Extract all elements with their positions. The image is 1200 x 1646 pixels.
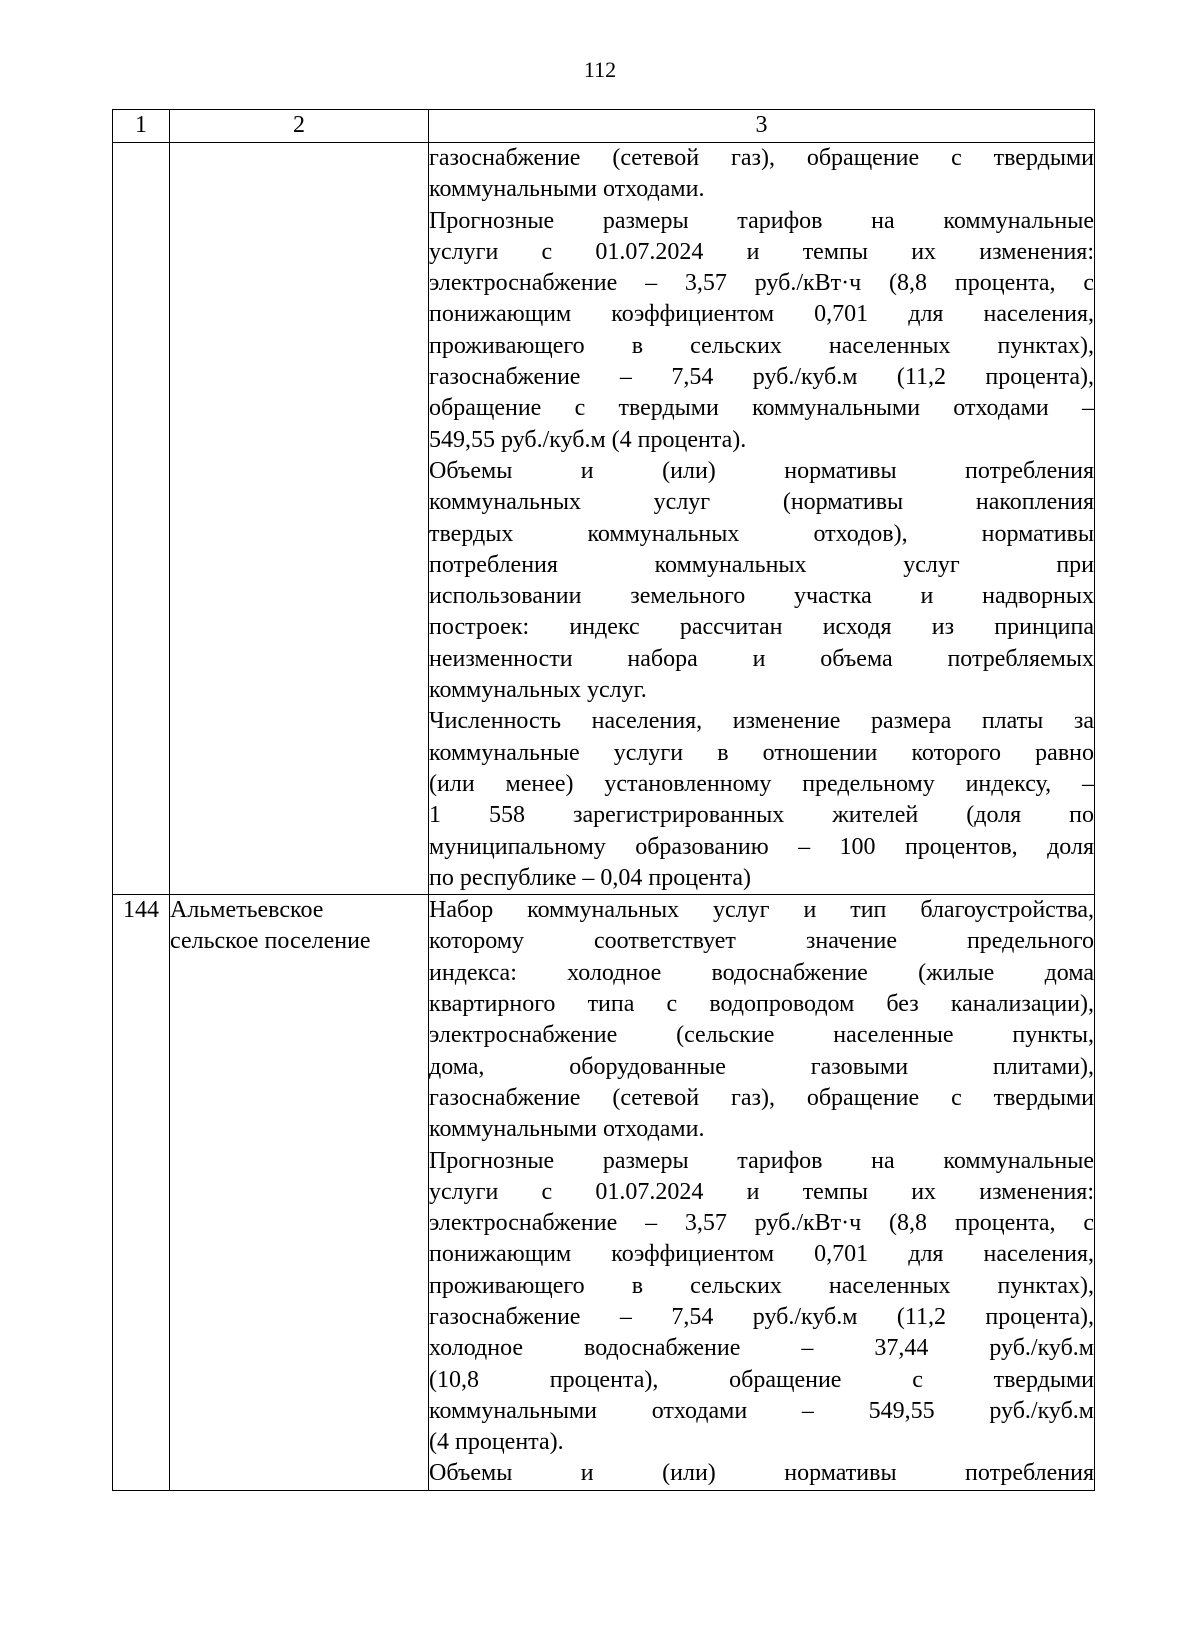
text-line: (10,8 процента), обращение с твердыми	[429, 1366, 1094, 1393]
text-line: электроснабжение – 3,57 руб./кВт·ч (8,8 процента, с	[429, 270, 1094, 297]
text-line: коммунальные услуги в отношении которого равно	[429, 739, 1094, 766]
municipality-name-line: Альметьевское	[170, 897, 324, 924]
text-line: проживающего в сельских населенных пунктах),	[429, 332, 1094, 359]
text-line: которому соответствует значение предельного	[429, 928, 1094, 955]
text-line: электроснабжение (сельские населенные пункты,	[429, 1022, 1094, 1049]
text-line: использовании земельного участка и надворных	[429, 583, 1094, 610]
text-line: Прогнозные размеры тарифов на коммунальные	[429, 1147, 1094, 1174]
text-line: коммунальных услуг (нормативы накопления	[429, 489, 1094, 516]
text-line: по республике – 0,04 процента)	[429, 864, 752, 891]
text-line: Численность населения, изменение размера платы за	[429, 708, 1094, 735]
text-line: услуги с 01.07.2024 и темпы их изменения:	[429, 1178, 1094, 1205]
text-line: неизменности набора и объема потребляемых	[429, 645, 1094, 672]
text-line: Объемы и (или) нормативы потребления	[429, 1460, 1094, 1487]
row-number	[113, 143, 170, 895]
municipality-name	[170, 895, 429, 1491]
text-line: (4 процента).	[429, 1429, 564, 1456]
text-line: газоснабжение – 7,54 руб./куб.м (11,2 процента),	[429, 364, 1094, 391]
text-line: коммунальными отходами.	[429, 176, 705, 203]
text-line: (или менее) установленному предельному индексу, –	[429, 770, 1094, 797]
row-description	[429, 895, 1095, 1491]
text-line: потребления коммунальных услуг при	[429, 551, 1094, 578]
page-number: 112	[583, 57, 617, 82]
text-line: электроснабжение – 3,57 руб./кВт·ч (8,8 процента, с	[429, 1210, 1094, 1237]
row-description	[429, 143, 1095, 895]
text-line: построек: индекс рассчитан исходя из принципа	[429, 614, 1094, 641]
text-line: коммунальных услуг.	[429, 677, 647, 704]
text-line: индекса: холодное водоснабжение (жилые дома	[429, 959, 1094, 986]
text-line: проживающего в сельских населенных пунктах),	[429, 1272, 1094, 1299]
tariff-table	[112, 109, 1095, 1491]
column-header-1: 1	[113, 110, 170, 143]
column-header-3: 3	[429, 110, 1095, 143]
text-line: понижающим коэффициентом 0,701 для населения,	[429, 301, 1094, 328]
municipality-name-line: сельское поселение	[170, 928, 371, 955]
text-line: квартирного типа с водопроводом без канализации),	[429, 991, 1094, 1018]
text-line: муниципальному образованию – 100 процентов, доля	[429, 833, 1094, 860]
text-line: коммунальными отходами – 549,55 руб./куб.м	[429, 1397, 1094, 1424]
text-line: Прогнозные размеры тарифов на коммунальные	[429, 207, 1094, 234]
text-line: Объемы и (или) нормативы потребления	[429, 457, 1094, 484]
text-line: холодное водоснабжение – 37,44 руб./куб.м	[429, 1335, 1094, 1362]
text-line: газоснабжение – 7,54 руб./куб.м (11,2 процента),	[429, 1303, 1094, 1330]
text-line: дома, оборудованные газовыми плитами),	[429, 1053, 1094, 1080]
table-row	[113, 895, 1095, 1491]
text-line: газоснабжение (сетевой газ), обращение с твердыми	[429, 145, 1094, 171]
text-line: твердых коммунальных отходов), нормативы	[429, 520, 1094, 547]
text-line: услуги с 01.07.2024 и темпы их изменения:	[429, 238, 1094, 265]
row-number: 144	[113, 895, 170, 1491]
text-line: Набор коммунальных услуг и тип благоустройства,	[429, 897, 1094, 924]
text-line: обращение с твердыми коммунальными отходами –	[429, 395, 1094, 422]
text-line: 1 558 зарегистрированных жителей (доля по	[429, 802, 1094, 829]
municipality-name	[170, 143, 429, 895]
text-line: коммунальными отходами.	[429, 1116, 705, 1143]
text-line: 549,55 руб./куб.м (4 процента).	[429, 426, 747, 453]
text-line: понижающим коэффициентом 0,701 для населения,	[429, 1241, 1094, 1268]
column-header-2: 2	[170, 110, 429, 143]
table-header-row	[113, 110, 1095, 143]
text-line: газоснабжение (сетевой газ), обращение с твердыми	[429, 1084, 1094, 1111]
table-row	[113, 143, 1095, 895]
